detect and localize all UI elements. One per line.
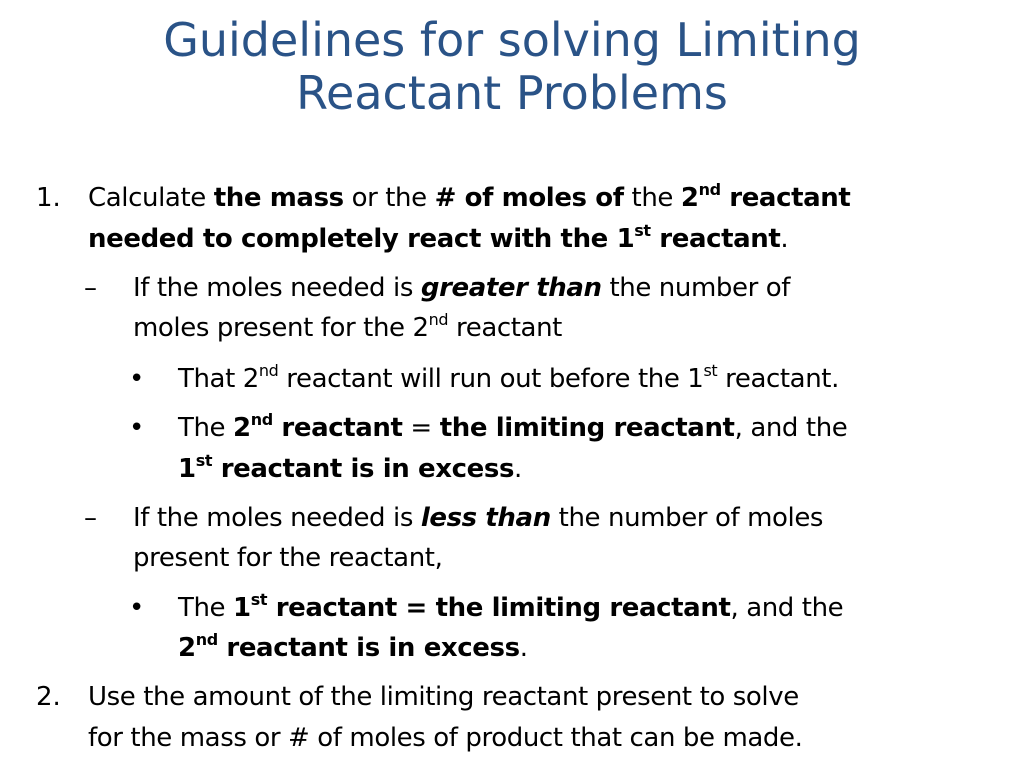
step-1-bold-ordinal: 2nd reactant — [680, 180, 851, 213]
bullet-2-bold-ordinal: 2nd reactant — [233, 410, 403, 443]
sub-2-dash: – — [84, 503, 97, 533]
sub-2-less-than: less than — [420, 503, 551, 533]
bullet-1-line: That 2nd reactant will run out before the 1st reactant. — [178, 361, 839, 394]
sub-1-line-1 — [133, 268, 790, 308]
sub-2-line-1: If the moles needed is less than the number of moles — [133, 503, 824, 533]
bullet-3-line-2: 2nd reactant is in excess. — [178, 630, 528, 663]
bullet-3-bold-excess: 2nd reactant is in excess — [178, 630, 520, 663]
step-1-line-2 — [88, 219, 788, 259]
step-1-text: Calculate — [88, 183, 214, 213]
bullet-2-line-2: 1st reactant is in excess. — [178, 451, 522, 484]
step-1-bold-moles: # of moles of — [434, 183, 624, 213]
bullet-2-bold-limiting: the limiting reactant — [439, 413, 735, 443]
sub-2-line-2: present for the reactant, — [133, 543, 443, 573]
sub-1-text: the number of — [601, 273, 791, 303]
step-1-bold-needed: needed to completely react with the 1st reactant — [88, 221, 781, 254]
sub-1-dash: – — [84, 273, 97, 303]
step-1-line-1 — [88, 178, 850, 218]
bullet-3-bold-limiting: 1st reactant = the limiting reactant — [233, 590, 731, 623]
bullet-3-line-1: The 1st reactant = the limiting reactant, and the — [178, 590, 844, 623]
step-1-number: 1. — [36, 183, 61, 213]
bullet-2-line-1: The 2nd reactant = the limiting reactant, and the — [178, 410, 848, 443]
bullet-3-dot: • — [129, 593, 145, 623]
slide-title-line-1: Guidelines for solving Limiting — [163, 13, 861, 67]
step-1-bold-mass: the mass — [213, 183, 344, 213]
bullet-2-dot: • — [129, 413, 145, 443]
step-1-text: or the — [343, 183, 435, 213]
step-2-line-2: for the mass or # of moles of product that can be made. — [88, 723, 803, 753]
bullet-2-bold-excess: 1st reactant is in excess — [178, 451, 515, 484]
step-2-number: 2. — [36, 682, 61, 712]
bullet-1-dot: • — [129, 364, 145, 394]
sub-1-greater-than: greater than — [420, 273, 602, 303]
slide-title-line-2: Reactant Problems — [296, 66, 728, 120]
step-1-text: the — [623, 183, 681, 213]
sub-1-line-2: moles present for the 2nd reactant — [133, 310, 562, 343]
sub-1-text: If the moles needed is — [133, 273, 421, 303]
step-2-line-1: Use the amount of the limiting reactant present to solve — [88, 682, 799, 712]
step-1-period: . — [780, 224, 789, 254]
